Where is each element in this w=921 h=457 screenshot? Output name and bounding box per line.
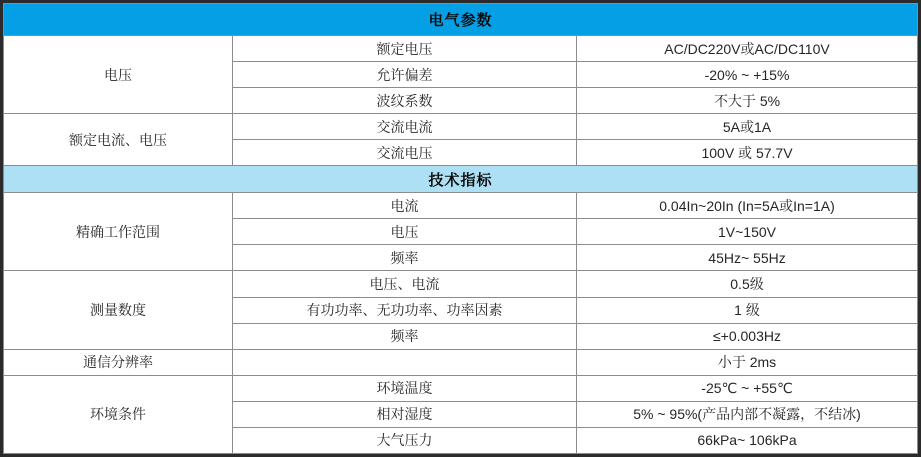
param-cell: 环境温度 [233, 375, 577, 401]
param-cell: 额定电压 [233, 36, 577, 62]
param-cell: 电流 [233, 193, 577, 219]
spec-table [3, 3, 918, 454]
value-cell: 5A或1A [577, 114, 918, 140]
value-cell: 100V 或 57.7V [577, 140, 918, 166]
section-header-row [4, 4, 918, 36]
param-cell: 频率 [233, 245, 577, 271]
param-cell: 大气压力 [233, 427, 577, 453]
section-header-row [4, 166, 918, 193]
value-cell: 不大于 5% [577, 88, 918, 114]
table-row [4, 349, 918, 375]
param-cell: 允许偏差 [233, 62, 577, 88]
table-row [4, 375, 918, 401]
value-cell: 0.04In~20In (In=5A或In=1A) [577, 193, 918, 219]
value-cell: 5% ~ 95%(产品内部不凝露，不结冰) [577, 401, 918, 427]
table-row [4, 271, 918, 297]
param-cell: 电压、电流 [233, 271, 577, 297]
value-cell: 0.5级 [577, 271, 918, 297]
group-label-communication-resolution: 通信分辨率 [4, 349, 233, 375]
section-title-electrical: 电气参数 [4, 4, 918, 36]
value-cell: 66kPa~ 106kPa [577, 427, 918, 453]
value-cell: 1V~150V [577, 219, 918, 245]
value-cell: -20% ~ +15% [577, 62, 918, 88]
value-cell: 小于 2ms [577, 349, 918, 375]
group-label-environment-conditions: 环境条件 [4, 375, 233, 453]
value-cell: ≤+0.003Hz [577, 323, 918, 349]
value-cell: 1 级 [577, 297, 918, 323]
param-cell: 交流电流 [233, 114, 577, 140]
section-title-technical: 技术指标 [4, 166, 918, 193]
table-row [4, 193, 918, 219]
value-cell: 45Hz~ 55Hz [577, 245, 918, 271]
param-cell [233, 349, 577, 375]
group-label-measurement-accuracy: 测量数度 [4, 271, 233, 349]
param-cell: 相对湿度 [233, 401, 577, 427]
param-cell: 波纹系数 [233, 88, 577, 114]
param-cell: 交流电压 [233, 140, 577, 166]
table-row [4, 114, 918, 140]
table-row [4, 36, 918, 62]
group-label-rated-current-voltage: 额定电流、电压 [4, 114, 233, 166]
param-cell: 电压 [233, 219, 577, 245]
param-cell: 有功功率、无功功率、功率因素 [233, 297, 577, 323]
value-cell: -25℃ ~ +55℃ [577, 375, 918, 401]
group-label-voltage: 电压 [4, 36, 233, 114]
group-label-accurate-working-range: 精确工作范围 [4, 193, 233, 271]
param-cell: 频率 [233, 323, 577, 349]
value-cell: AC/DC220V或AC/DC110V [577, 36, 918, 62]
